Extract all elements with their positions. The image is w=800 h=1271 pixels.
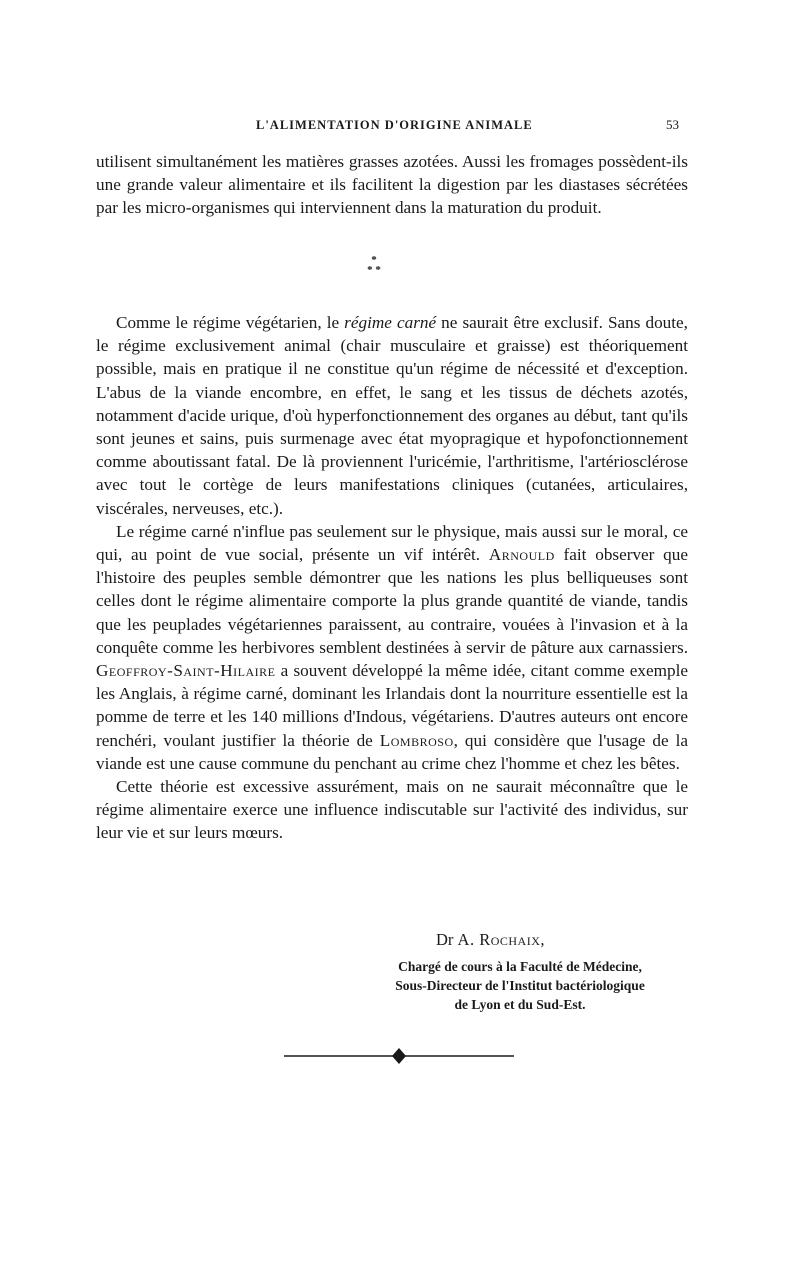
paragraph-2-text-b: ne saurait être exclusif. Sans doute, le régime exclusivement animal (chair musculaire et graisse) est théoriquement possible, mais en pratique il ne constitue qu'un régime de nécessité et d'exception. L'abus de la viande encombre, en effet, le sang et les tissus de déchets azotés, notamment d'acide urique, d'où hyperfonctionnement des organes au début, tant qu'ils sont jeunes et sains, puis surmenage avec état myopragique et hypofonctionnement comme aboutissant fatal. De là proviennent l'uricémie, l'arthritisme, l'artériosclérose avec tout le cortège de leurs manifestations cliniques (cutanées, articulaires, viscérales, nerveuses, etc.). bbox=[96, 313, 688, 518]
affiliation-line-1: Chargé de cours à la Faculté de Médecine, bbox=[398, 959, 642, 974]
paragraph-2 bbox=[96, 311, 688, 520]
paragraph-continued bbox=[96, 150, 688, 220]
affiliation-line-3: de Lyon et du Sud-Est. bbox=[454, 997, 586, 1012]
italic-term: régime carné bbox=[344, 313, 437, 332]
author-name-lombroso: Lombroso bbox=[379, 730, 454, 750]
main-text bbox=[96, 311, 688, 845]
running-title: L'ALIMENTATION D'ORIGINE ANIMALE bbox=[256, 118, 533, 132]
paragraph-2-text-a: Comme le régime végétarien, le bbox=[116, 313, 345, 332]
paragraph-3 bbox=[96, 520, 688, 775]
author-name-geoffroy: Geoffroy-Saint-Hilaire bbox=[96, 661, 276, 681]
end-ornament-rule bbox=[284, 1046, 514, 1066]
affiliation-line-2: Sous-Directeur de l'Institut bactériologique bbox=[395, 978, 645, 993]
signature-name bbox=[436, 930, 545, 950]
paragraph-3-text-a: Le régime carné n'influe pas seulement sur le physique, mais aussi sur le moral, ce qui, au point de vue social, présente un vif intérêt. bbox=[96, 521, 688, 565]
paragraph-3-text-c: a souvent développé la même idée, citant comme exemple les Anglais, à régime carné, dominant les Irlandais dont la nourriture essentielle est la pomme de terre et les 140 millions d'Indous, végétariens. D'autres auteurs ont encore renchéri, voulant justifier la théorie de bbox=[96, 661, 688, 750]
asterism-separator bbox=[356, 255, 392, 275]
signature-title: Dr bbox=[436, 930, 454, 949]
asterism-bottom: * * bbox=[367, 264, 381, 276]
page-number: 53 bbox=[666, 117, 679, 132]
paragraph-3-text-d: , qui considère que l'usage de la viande est une cause commune du penchant au crime chez l'homme et chez les bêtes. bbox=[96, 730, 688, 773]
paragraph-4: Cette théorie est excessive assurément, mais on ne saurait méconnaître que le régime alimentaire exerce une influence indiscutable sur l'activité des individus, sur leur vie et sur leurs mœurs. bbox=[96, 777, 688, 843]
asterism-top: * bbox=[371, 254, 377, 266]
author-name-arnould: Arnould bbox=[488, 545, 555, 565]
paragraph-3-text-b: fait observer que l'histoire des peuples semble démontrer que les nations les plus belliqueuses sont celles dont le régime alimentaire comporte la plus grande quantité de viande, tandis que les peuplades végétariennes paraissent, au contraire, vouées à l'invasion et à la conquête comme les herbivores semblent destinées à servir de pâture aux carnassiers. bbox=[96, 545, 688, 657]
signature-author: A. Rochaix, bbox=[457, 930, 546, 949]
paragraph-1: utilisent simultanément les matières grasses azotées. Aussi les fromages possèdent-ils une grande valeur alimentaire et ils facilitent la digestion par les diastases sécrétées par les micro-organismes qui interviennent dans la maturation du produit. bbox=[96, 152, 688, 218]
